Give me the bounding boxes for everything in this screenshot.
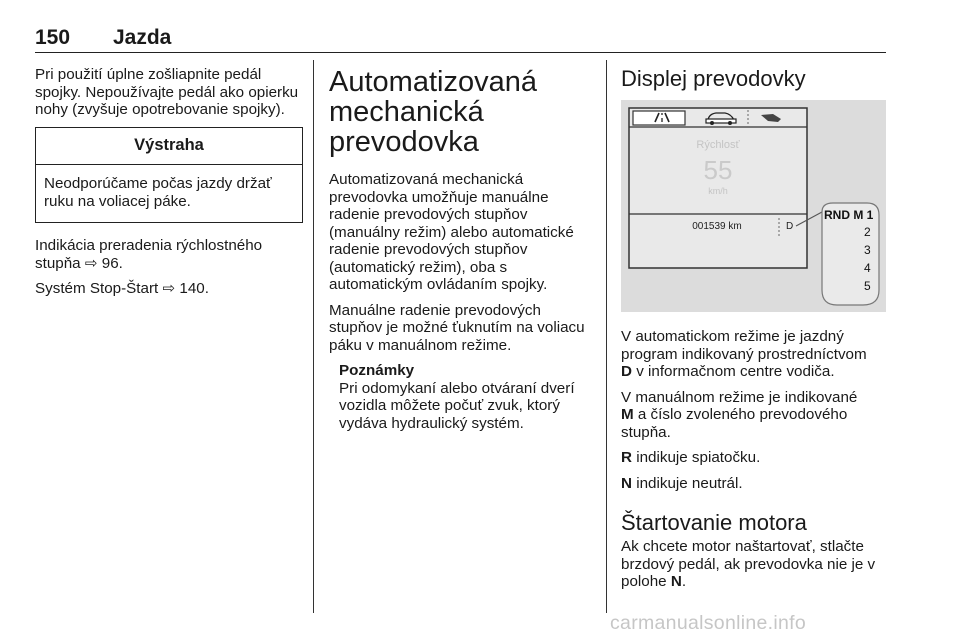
paragraph: V manuálnom režime je indikované M a číslo zvoleného prevodového stupňa.	[621, 388, 858, 441]
warning-text: Neodporúčame počas jazdy držať ruku na voliacej páke.	[44, 175, 272, 210]
column-left	[35, 66, 303, 306]
odometer: 001539 km	[692, 221, 742, 232]
watermark: carmanualsonline.info	[610, 612, 806, 634]
paragraph: R indikuje spiatočku.	[621, 449, 761, 466]
column-divider	[313, 60, 314, 613]
callout-gear-3: 3	[864, 243, 871, 257]
paragraph: N indikuje neutrál.	[621, 474, 743, 492]
gear-indicator: D	[786, 221, 794, 232]
note-text: Pri odomykaní alebo otváraní dverí vozidla môžete počuť zvuk, ktorý vydáva hydraulický systém.	[339, 379, 575, 432]
callout-gear-4: 4	[864, 261, 871, 275]
warning-box	[35, 127, 303, 224]
column-middle	[329, 66, 591, 432]
column-right	[621, 66, 886, 599]
section-heading: Automatizovaná mechanická prevodovka	[329, 66, 537, 158]
page-header	[35, 24, 886, 53]
subsection-heading: Štartovanie motora	[621, 510, 807, 535]
paragraph: V automatickom režime je jazdný program indikovaný prostredníctvom D v informačnom centre vodiča.	[621, 328, 867, 380]
reference-shift-indicator[interactable]: Indikácia preradenia rýchlostného stupňa ⇨ 96.	[35, 237, 263, 272]
transmission-display-figure	[621, 100, 886, 312]
reference-stop-start[interactable]: Systém Stop-Štart ⇨ 140.	[35, 280, 209, 297]
section-title: Jazda	[113, 26, 172, 49]
warning-title: Výstraha	[36, 128, 302, 166]
callout-gear-2: 2	[864, 225, 871, 239]
section-heading: Displej prevodovky	[621, 66, 806, 91]
paragraph: Ak chcete motor naštartovať, stlačte brzdový pedál, ak prevodovka nie je v polohe N.	[621, 538, 876, 590]
intro-paragraph: Pri použití úplne zošliapnite pedál spojky. Nepoužívajte pedál ako opierku nohy (zvyšuje opotrebovanie spojky).	[35, 66, 299, 118]
note-block	[329, 362, 591, 432]
callout-gear-5: 5	[864, 279, 871, 293]
paragraph: Manuálne radenie prevodových stupňov je možné ťuknutím na voliacu páku v manuálnom režime.	[329, 301, 585, 354]
note-title: Poznámky	[339, 362, 415, 379]
page-number: 150	[35, 26, 71, 49]
paragraph: Automatizovaná mechanická prevodovka umožňuje manuálne radenie prevodových stupňov (manuálny režim) alebo automatické radenie prevodových stupňov (automatický režim), oba s automatickým ovládaním spojky.	[329, 171, 574, 293]
display-illustration	[621, 100, 886, 312]
speed-label: Rýchlosť	[696, 139, 740, 151]
column-divider	[606, 60, 607, 613]
speed-value: 55	[703, 155, 733, 185]
speed-unit: km/h	[708, 186, 728, 196]
callout-gear-list: RND M 1	[824, 208, 874, 222]
